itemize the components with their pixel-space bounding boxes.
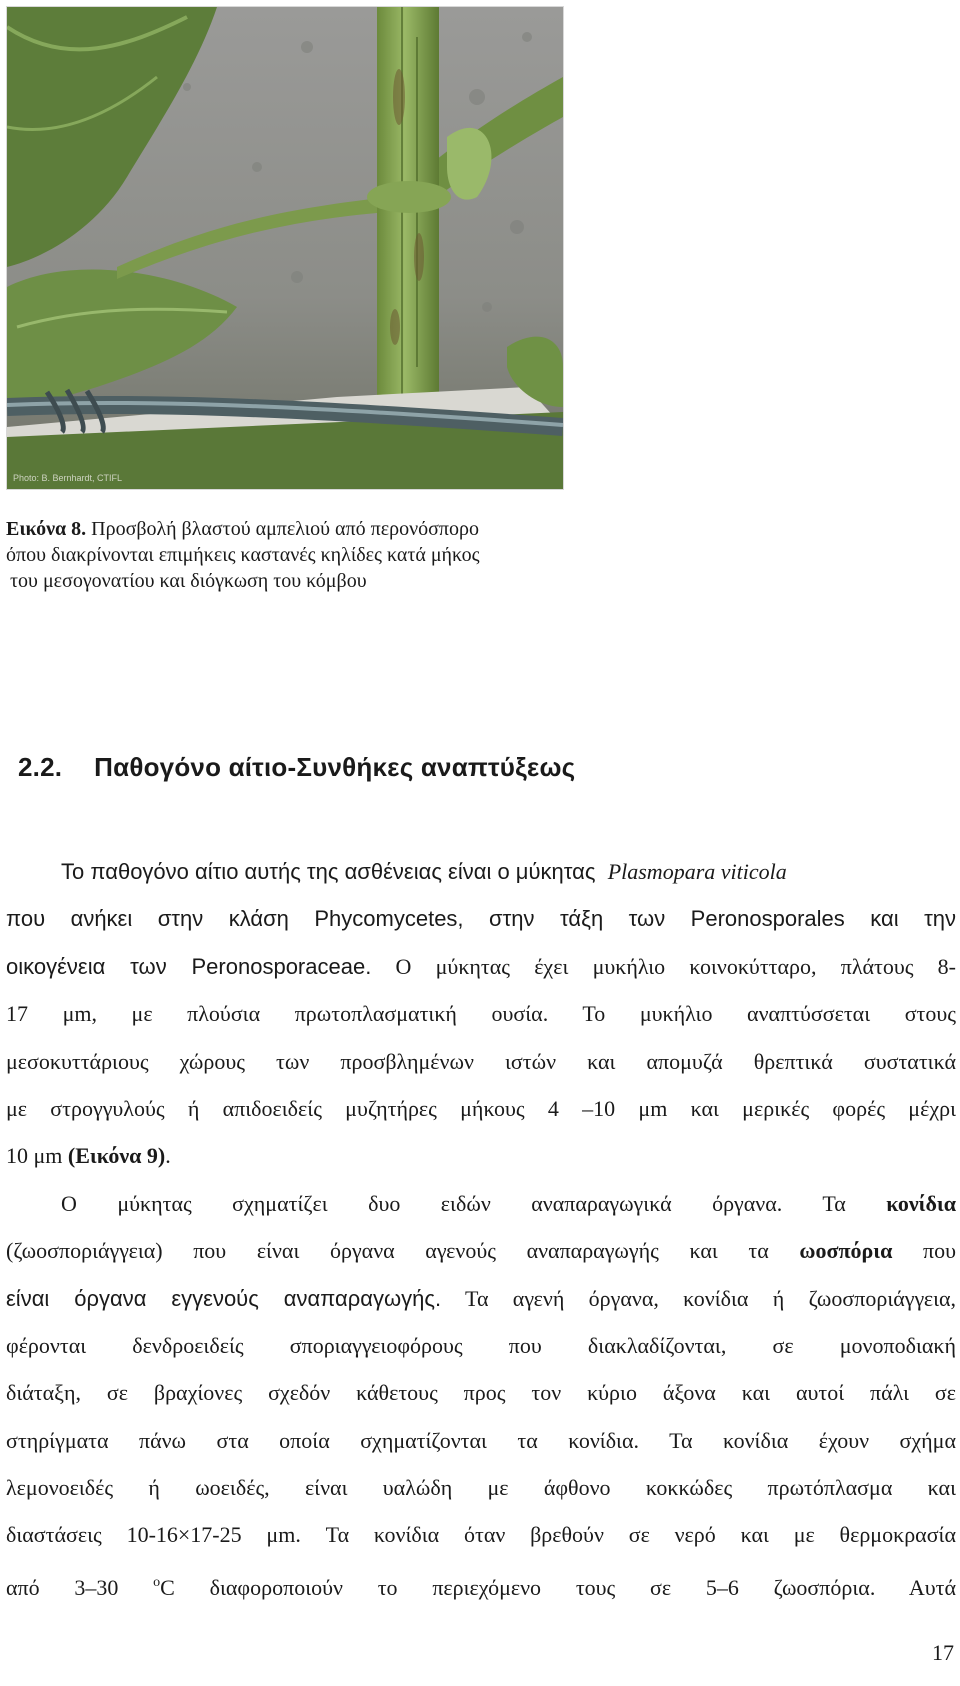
p2-line-8 xyxy=(6,1511,956,1558)
p1-line-2: που ανήκει στην κλάση Phycomycetes, στην τάξη των Peronosporales και την xyxy=(6,906,956,932)
photo-watermark: Photo: B. Bernhardt, CTIFL xyxy=(13,473,123,483)
p1-line-6: με στρογγυλούς ή απιδοειδείς μυζητήρες μήκους 4 –10 μm και μερικές φορές μέχρι xyxy=(6,1095,956,1121)
p2-l3a: είναι όργανα εγγενούς αναπαραγωγής. xyxy=(6,1285,442,1311)
p2-l8b: Τα κονίδια όταν βρεθούν σε νερό και με θερμοκρασία xyxy=(325,1522,956,1548)
p2-l2a: (ζωοσποριάγγεια) που είναι όργανα αγενούς αναπαραγωγής και τα xyxy=(6,1238,769,1264)
p1-l7c: . xyxy=(165,1143,171,1169)
p2-l3b: Τα αγενή όργανα, κονίδια ή ζωοσποριάγγεια, xyxy=(465,1285,957,1311)
caption-label: Εικόνα 8. xyxy=(6,518,87,540)
term-oosporia: ωοσπόρια xyxy=(799,1238,893,1264)
p2-line-2 xyxy=(6,1227,956,1274)
caption-line-1: Προσβολή βλαστού αμπελιού από περονόσπορο xyxy=(91,518,479,540)
section-heading xyxy=(18,752,918,783)
p1-line-5: μεσοκυττάριους χώρους των προσβλημένων ιστών και απομυζά θρεπτικά συστατικά xyxy=(6,1048,956,1074)
term-konidia: κονίδια xyxy=(886,1190,957,1216)
p1-l3b: Ο μύκητας έχει μυκήλιο κοινοκύτταρο, πλάτους 8- xyxy=(395,953,956,979)
figure-photo xyxy=(6,6,564,490)
p1-line-7 xyxy=(6,1132,956,1179)
p2-line-4: φέρονται δενδροειδείς σποριαγγειοφόρους που διακλαδίζονται, σε μονοποδιακή xyxy=(6,1332,956,1358)
body-text xyxy=(6,848,956,1606)
p2-l9a: από 3–30 xyxy=(6,1574,119,1600)
p2-line-6: στηρίγματα πάνω στα οποία σχηματίζονται τα κονίδια. Τα κονίδια έχουν σχήμα xyxy=(6,1427,956,1453)
caption-line-2: όπου διακρίνονται επιμήκεις καστανές κηλίδες κατά μήκος xyxy=(6,544,480,566)
p1-line-4: 17 μm, με πλούσια πρωτοπλασματική ουσία. Το μυκήλιο αναπτύσσεται στους xyxy=(6,1001,956,1027)
p2-line-3 xyxy=(6,1275,956,1322)
degree-symbol: ο xyxy=(153,1574,161,1590)
section-number: 2.2. xyxy=(18,752,63,782)
p1-line-1 xyxy=(6,848,956,895)
p1-l3a: οικογένεια των Peronosporaceae. xyxy=(6,953,372,979)
figure-caption xyxy=(6,516,606,594)
p2-line-1 xyxy=(6,1180,956,1227)
p2-line-7: λεμονοειδές ή ωοειδές, είναι υαλώδη με άφθονο κοκκώδες πρωτόπλασμα και xyxy=(6,1475,956,1501)
p2-l8a: διαστάσεις 10-16×17-25 μm. xyxy=(6,1522,301,1548)
grapevine-shoot-photo xyxy=(7,7,563,489)
p2-line-9 xyxy=(6,1559,956,1606)
p2-line-5: διάταξη, σε βραχίονες σχεδόν κάθετους προς τον κύριο άξονα και αυτοί πάλι σε xyxy=(6,1380,956,1406)
p2-l2c: που xyxy=(923,1238,957,1264)
section-title: Παθογόνο αίτιο-Συνθήκες αναπτύξεως xyxy=(94,752,576,782)
page-number: 17 xyxy=(932,1640,954,1665)
species-name: Plasmopara viticola xyxy=(607,859,787,884)
p1-line-3 xyxy=(6,943,956,990)
p2-l9b: C διαφοροποιούν το περιεχόμενο τους σε 5–6 ζωοσπόρια. Αυτά xyxy=(160,1574,957,1600)
p1-l1-text: Το παθογόνο αίτιο αυτής της ασθένειας είναι ο μύκητας xyxy=(61,859,596,884)
figure-ref-9: (Εικόνα 9) xyxy=(67,1143,166,1169)
p1-l7a: 10 μm xyxy=(6,1143,63,1169)
p2-l1a: Ο μύκητας σχηματίζει δυο ειδών αναπαραγωγικά όργανα. Τα xyxy=(61,1190,846,1216)
caption-line-3: του μεσογονατίου και διόγκωση του κόμβου xyxy=(10,570,367,592)
